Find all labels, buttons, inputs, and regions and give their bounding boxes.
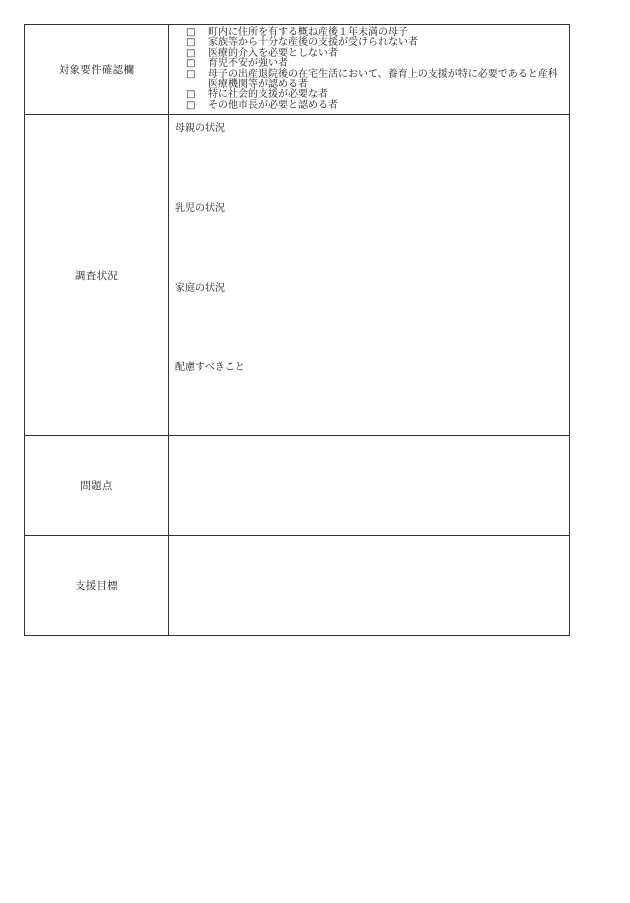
requirement-item[interactable] — [186, 70, 565, 91]
family-status-label: 家庭の状況 — [175, 283, 225, 295]
goals-row — [25, 536, 570, 636]
issues-content-area[interactable] — [169, 436, 570, 536]
checkbox-icon[interactable]: □ — [186, 58, 196, 70]
support-plan-form-table — [24, 24, 570, 636]
requirements-checklist — [169, 25, 569, 114]
requirement-text: その他市長が必要と認める者 — [208, 99, 338, 111]
goals-label: 支援目標 — [25, 536, 169, 636]
survey-content-area[interactable] — [169, 115, 570, 436]
requirements-row — [25, 25, 570, 115]
requirement-item[interactable] — [186, 101, 565, 111]
mother-status-label: 母親の状況 — [175, 123, 225, 135]
infant-status-label: 乳児の状況 — [175, 203, 225, 215]
requirement-text: 特に社会的支援が必要な者 — [208, 89, 328, 101]
goals-content-area[interactable] — [169, 536, 570, 636]
requirement-text: 家族等から十分な産後の支援が受けられない者 — [208, 37, 418, 49]
checkbox-icon[interactable]: □ — [186, 37, 196, 49]
considerations-label: 配慮すべきこと — [175, 362, 245, 374]
survey-label: 調査状況 — [25, 115, 169, 436]
checkbox-icon[interactable]: □ — [186, 99, 196, 111]
requirement-text: 医療的介入を必要としない者 — [208, 47, 338, 59]
requirement-text: 町内に住所を有する概ね産後１年未満の母子 — [208, 27, 408, 38]
issues-label: 問題点 — [25, 436, 169, 536]
requirement-text: 育児不安が強い者 — [208, 58, 288, 70]
requirements-label: 対象要件確認欄 — [25, 25, 169, 115]
checkbox-icon[interactable]: □ — [186, 89, 196, 101]
requirements-content — [169, 25, 570, 115]
checkbox-icon[interactable]: □ — [186, 68, 196, 80]
issues-row — [25, 436, 570, 536]
checkbox-icon[interactable]: □ — [186, 47, 196, 59]
requirement-text: 母子の出産退院後の在宅生活において、養育上の支援が特に必要であると産科医療機関等が認める者 — [208, 68, 558, 91]
checkbox-icon[interactable]: □ — [186, 27, 196, 38]
survey-row — [25, 115, 570, 436]
